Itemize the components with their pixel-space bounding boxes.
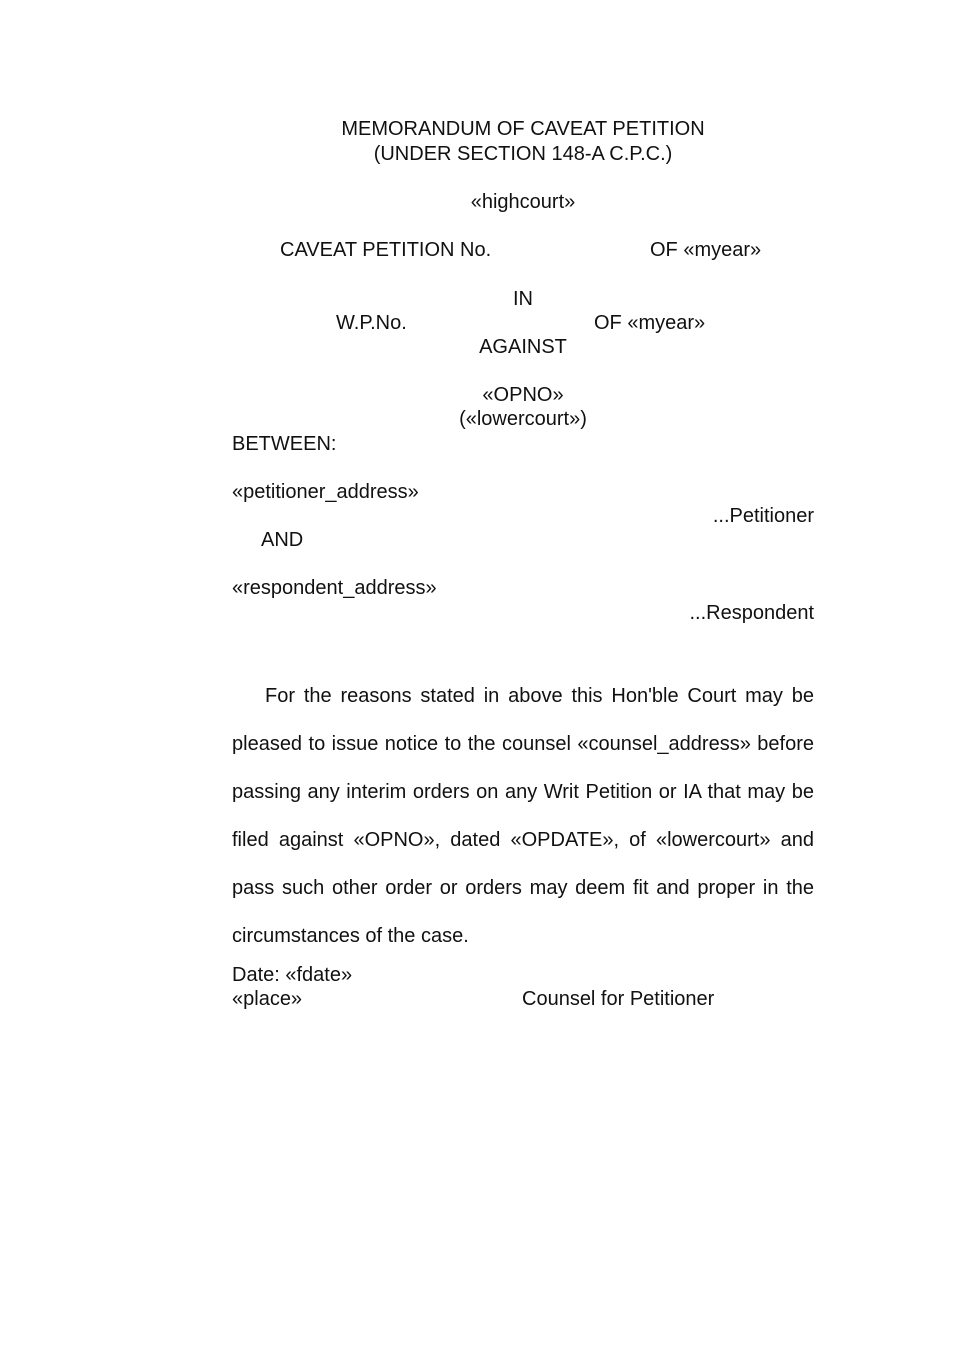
body-paragraph-text: For the reasons stated in above this Hon'ble Court may be pleased to issue notice to the counsel «counsel_address» before passing any interim orders on any Writ Petition or IA that may be filed against «OPNO», dated «OPDATE», of «lowercourt» and pass such other order or orders may deem fit and proper in the circumstances of the case. bbox=[232, 685, 814, 947]
wp-year-field: OF «myear» bbox=[594, 312, 706, 334]
lowercourt-field: («lowercourt») bbox=[459, 408, 587, 430]
in-label: IN bbox=[513, 288, 533, 310]
opno-field: «OPNO» bbox=[482, 384, 564, 406]
highcourt-field: «highcourt» bbox=[470, 191, 576, 213]
against-label: AGAINST bbox=[479, 336, 567, 358]
respondent-address-field: «respondent_address» bbox=[232, 577, 437, 599]
caveat-petition-label: CAVEAT PETITION No. bbox=[280, 239, 492, 261]
place-field: «place» bbox=[232, 988, 303, 1010]
petitioner-role: ...Petitioner bbox=[712, 505, 814, 527]
caveat-year-field: OF «myear» bbox=[650, 239, 762, 261]
respondent-role: ...Respondent bbox=[689, 602, 814, 624]
petitioner-address-field: «petitioner_address» bbox=[232, 481, 419, 503]
wp-number-label: W.P.No. bbox=[336, 312, 407, 334]
body-paragraph bbox=[232, 672, 814, 960]
and-label: AND bbox=[261, 529, 304, 551]
between-label: BETWEEN: bbox=[232, 433, 337, 455]
signature-label: Counsel for Petitioner bbox=[522, 988, 715, 1010]
document-title: MEMORANDUM OF CAVEAT PETITION bbox=[341, 118, 705, 140]
date-line: Date: «fdate» bbox=[232, 964, 353, 986]
document-subtitle: (UNDER SECTION 148-A C.P.C.) bbox=[373, 143, 673, 165]
